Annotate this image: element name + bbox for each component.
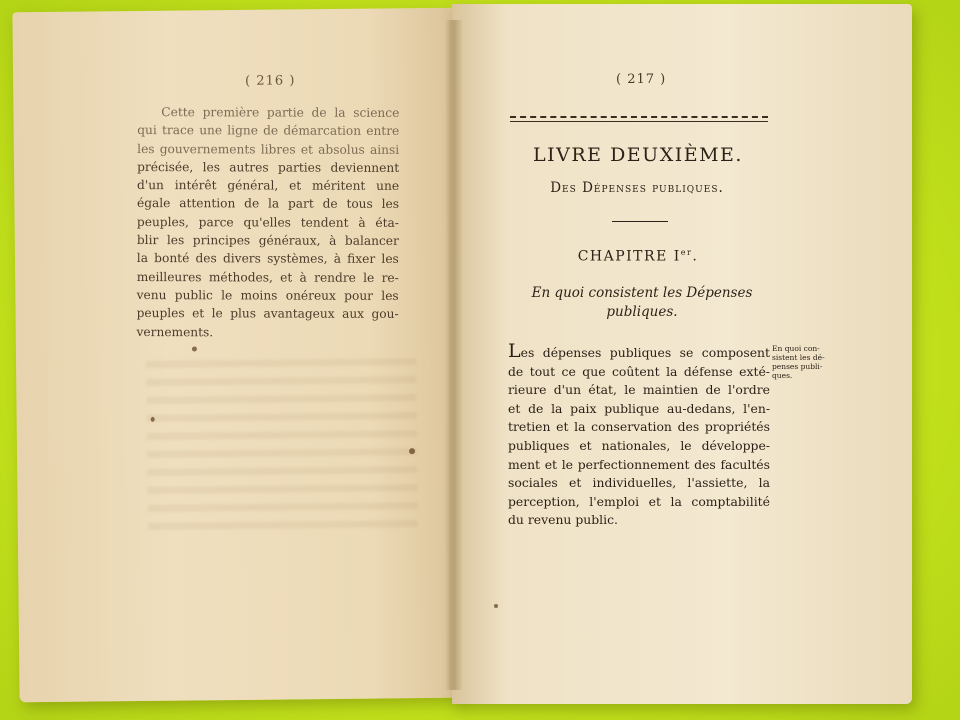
- left-text-line: blir les principes généraux, à balancer: [136, 233, 399, 249]
- right-text-line: ment et le perfectionnement des facultés: [508, 456, 770, 472]
- drop-cap: L: [508, 340, 521, 362]
- left-text-line: peuples et le plus avantageux aux gou-: [136, 306, 399, 322]
- book-heading: LIVRE DEUXIÈME.: [533, 144, 743, 166]
- margin-note-line: sistent les dé-: [772, 353, 825, 362]
- right-text-line: publiques et nationales, le développe-: [508, 437, 770, 453]
- right-page: [452, 4, 912, 704]
- chapter-heading: CHAPITRE Ier.: [577, 248, 699, 265]
- right-page-text: [508, 340, 770, 530]
- book-gutter: [445, 20, 463, 690]
- foxing-spot: [409, 448, 415, 454]
- right-text-line-content: es dépenses publiques se composent: [520, 345, 770, 360]
- chapter-superscript: er: [680, 248, 693, 257]
- foxing-spot: [151, 417, 155, 422]
- left-text-line: qui trace une ligne de démarcation entre: [137, 123, 400, 139]
- left-text-line: venu public le moins onéreux pour les: [136, 287, 399, 303]
- right-text-line: de tout ce que coûtent la défense exté-: [508, 363, 770, 379]
- book-subheading: Des Dépenses publiques.: [550, 180, 724, 196]
- left-text-line: vernements.: [136, 324, 214, 339]
- left-text-line: les gouvernements libres et absolus ainsi: [137, 141, 400, 157]
- right-text-line: [508, 340, 770, 363]
- right-text-line: du revenu public.: [508, 512, 618, 528]
- left-text-line: peuples, parce qu'elles tendent à éta-: [136, 214, 399, 230]
- right-page-number: ( 217 ): [616, 72, 667, 87]
- left-page: [12, 8, 461, 703]
- right-text-line: et de la paix publique au-dedans, l'en-: [508, 400, 770, 416]
- foxing-spot: [494, 604, 498, 608]
- chapter-label: CHAPITRE I: [577, 248, 681, 265]
- margin-note-line: penses publi-: [772, 362, 823, 371]
- right-text-line: perception, l'emploi et la comptabilité: [508, 493, 770, 509]
- left-page-text: [137, 103, 400, 342]
- margin-note-line: ques.: [772, 371, 793, 380]
- left-text-line: d'un intérêt général, et méritent une: [137, 178, 400, 194]
- foxing-spot: [192, 346, 197, 351]
- section-divider: [612, 221, 668, 222]
- right-text-line: rieure d'un état, le maintien de l'ordre: [508, 382, 770, 398]
- right-text-line: sociales et individuelles, l'assiette, la: [508, 475, 770, 491]
- margin-note-line: En quoi con-: [772, 344, 820, 353]
- left-text-line: Cette première partie de la science: [161, 105, 400, 120]
- right-text-line: tretien et la conservation des propriétés: [508, 419, 770, 435]
- chapter-title-line: En quoi consistent les Dépenses: [531, 285, 753, 301]
- ornamental-rule: [510, 116, 768, 122]
- left-text-line: meilleures méthodes, et à rendre le re-: [136, 269, 399, 285]
- bleed-through-text: [146, 358, 418, 541]
- left-text-line: précisée, les autres parties deviennent: [137, 159, 400, 175]
- chapter-title: [512, 284, 772, 322]
- left-page-number: ( 216 ): [245, 73, 296, 89]
- left-text-line: égale attention de la part de tous les: [136, 196, 400, 212]
- left-text-line: la bonté des divers systèmes, à fixer les: [136, 251, 399, 267]
- chapter-title-line: publiques.: [606, 304, 678, 320]
- margin-note: [772, 344, 838, 380]
